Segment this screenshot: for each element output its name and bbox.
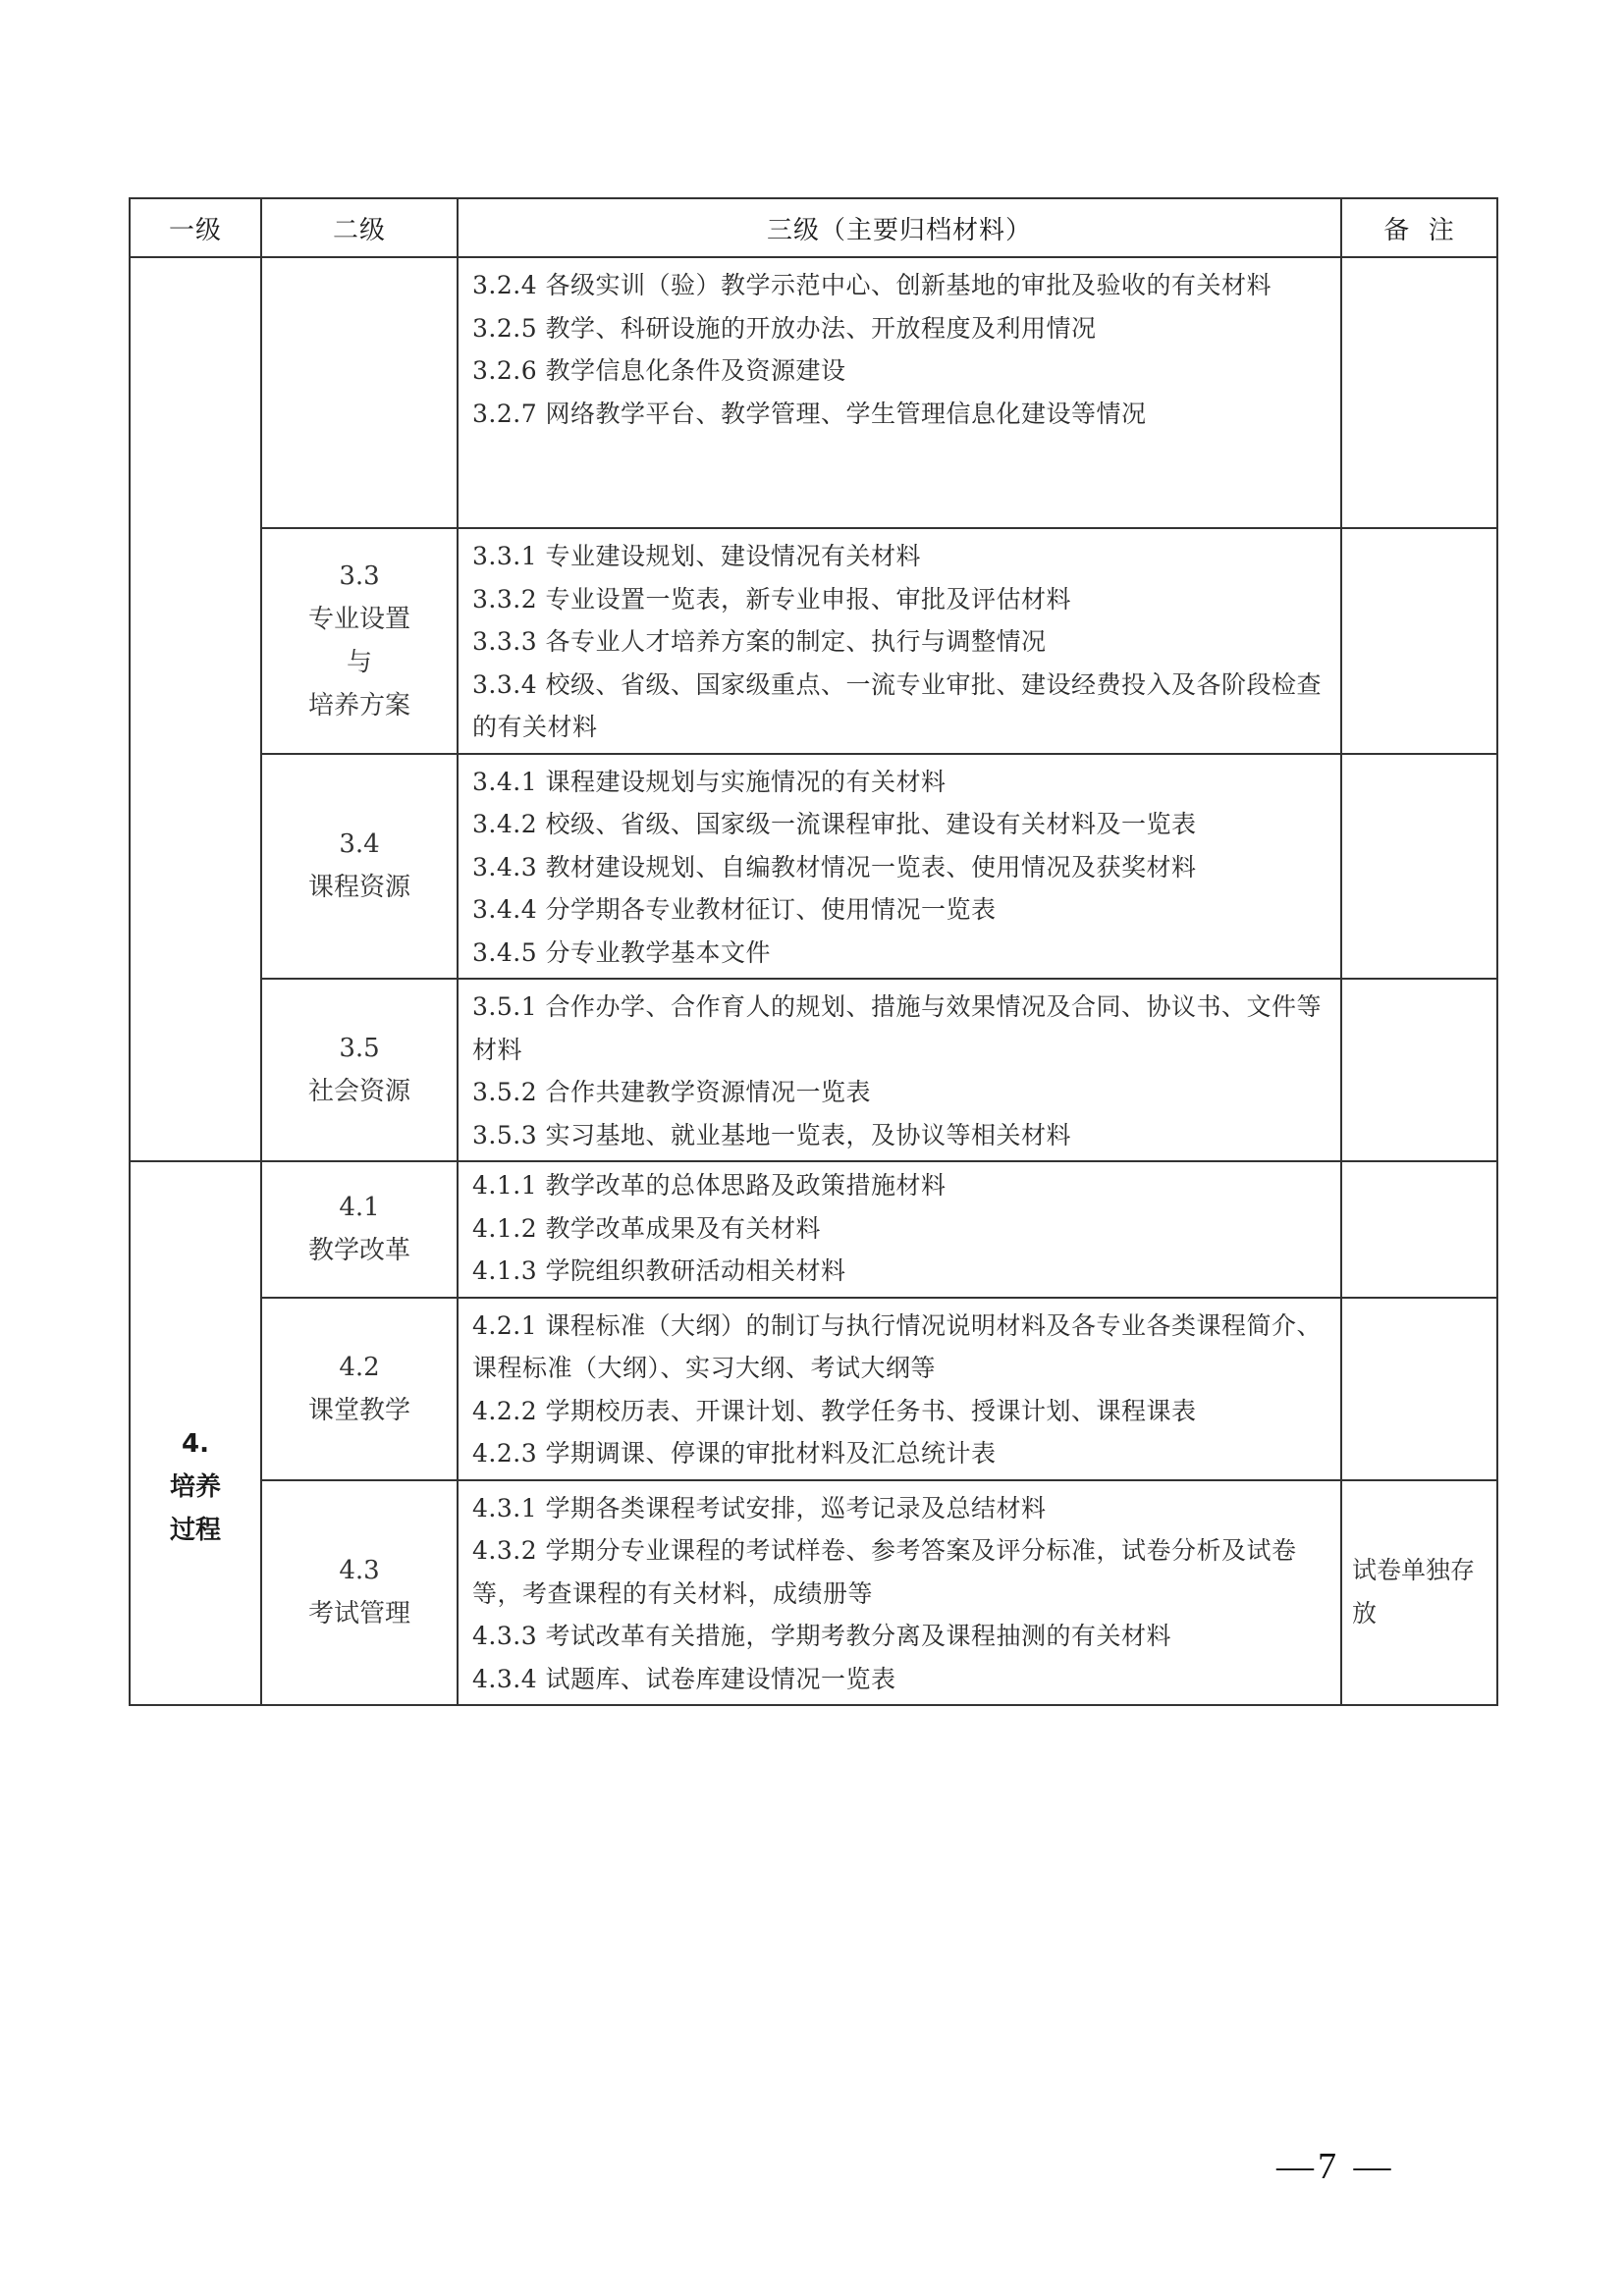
list-item: 3.4.5 分专业教学基本文件 [472, 937, 772, 967]
level2-number: 4.1 [339, 1193, 380, 1223]
note-cell [1341, 754, 1497, 980]
table-row [130, 1298, 1497, 1480]
level3-cell-3-2 [458, 257, 1341, 528]
list-item: 4.2.3 学期调课、停课的审批材料及汇总统计表 [472, 1439, 997, 1468]
level3-cell-3-4 [458, 754, 1341, 980]
list-item: 3.4.3 教材建设规划、自编教材情况一览表、使用情况及获奖材料 [472, 852, 1197, 881]
level2-title: 与 [346, 647, 372, 677]
note-cell-exam-papers: 试卷单独存放 [1341, 1480, 1497, 1706]
header-notes: 备 注 [1341, 198, 1497, 257]
level2-cell-4-2 [261, 1298, 458, 1480]
note-cell [1341, 528, 1497, 754]
level2-title: 课程资源 [307, 873, 410, 903]
page-number: —7 — [1276, 2146, 1395, 2187]
level2-title: 课堂教学 [307, 1395, 410, 1425]
list-item: 3.4.2 校级、省级、国家级一流课程审批、建设有关材料及一览表 [472, 810, 1197, 838]
level2-number: 3.5 [339, 1034, 380, 1063]
level2-cell-3-5 [261, 979, 458, 1161]
list-item: 3.3.3 各专业人才培养方案的制定、执行与调整情况 [472, 627, 1047, 656]
level1-title: 过程 [169, 1516, 221, 1545]
header-level1: 一级 [130, 198, 261, 257]
table-row [130, 754, 1497, 980]
level1-title: 培养 [169, 1472, 221, 1502]
level3-cell-4-3 [458, 1480, 1341, 1706]
list-item: 4.2.1 课程标准（大纲）的制订与执行情况说明材料及各专业各类课程简介、课程标准（大纲）、实习大纲、考试大纲等 [472, 1310, 1323, 1382]
table-row [130, 1161, 1497, 1298]
list-item: 3.5.1 合作办学、合作育人的规划、措施与效果情况及合同、协议书、文件等材料 [472, 992, 1323, 1064]
list-item: 3.4.1 课程建设规划与实施情况的有关材料 [472, 767, 947, 796]
list-item: 3.3.2 专业设置一览表，新专业申报、审批及评估材料 [472, 584, 1072, 614]
note-cell [1341, 1298, 1497, 1480]
level2-cell-3-2-cont [261, 257, 458, 528]
level2-cell-4-1 [261, 1161, 458, 1298]
level1-number: 4. [182, 1429, 209, 1459]
note-cell [1341, 979, 1497, 1161]
list-item: 3.2.5 教学、科研设施的开放办法、开放程度及利用情况 [472, 313, 1097, 343]
table-header-row [130, 198, 1497, 257]
level2-number: 4.2 [339, 1352, 380, 1382]
header-level2: 二级 [261, 198, 458, 257]
level2-number: 4.3 [339, 1556, 380, 1586]
list-item: 3.4.4 分学期各专业教材征订、使用情况一览表 [472, 895, 997, 924]
level2-cell-3-3 [261, 528, 458, 754]
list-item: 3.3.1 专业建设规划、建设情况有关材料 [472, 542, 922, 570]
list-item: 3.5.3 实习基地、就业基地一览表，及协议等相关材料 [472, 1120, 1072, 1149]
level2-title: 社会资源 [307, 1077, 410, 1106]
level2-title: 培养方案 [307, 690, 410, 721]
level3-cell-3-5 [458, 979, 1341, 1161]
header-level3: 三级（主要归档材料） [458, 198, 1341, 257]
note-cell [1341, 257, 1497, 528]
table-row [130, 1480, 1497, 1706]
level1-cell-section4 [130, 1161, 261, 1705]
level2-number: 3.3 [339, 561, 380, 591]
archive-materials-table [129, 197, 1498, 1706]
list-item: 4.3.2 学期分专业课程的考试样卷、参考答案及评分标准，试卷分析及试卷等，考查课程的有关材料，成绩册等 [472, 1536, 1297, 1608]
level2-cell-3-4 [261, 754, 458, 980]
level2-title: 教学改革 [307, 1236, 410, 1266]
list-item: 3.5.2 合作共建教学资源情况一览表 [472, 1078, 872, 1106]
level2-number: 3.4 [339, 829, 380, 860]
list-item: 4.1.2 教学改革成果及有关材料 [472, 1213, 822, 1243]
level2-title: 考试管理 [307, 1599, 410, 1629]
list-item: 4.3.4 试题库、试卷库建设情况一览表 [472, 1664, 896, 1693]
level1-cell-section3 [130, 257, 261, 1161]
list-item: 3.2.7 网络教学平台、教学管理、学生管理信息化建设等情况 [472, 399, 1147, 428]
level3-cell-3-3 [458, 528, 1341, 754]
list-item: 3.3.4 校级、省级、国家级重点、一流专业审批、建设经费投入及各阶段检查的有关材料 [472, 669, 1323, 741]
list-item: 4.2.2 学期校历表、开课计划、教学任务书、授课计划、课程课表 [472, 1396, 1197, 1425]
level3-cell-4-2 [458, 1298, 1341, 1480]
note-cell [1341, 1161, 1497, 1298]
level2-title: 专业设置 [307, 604, 410, 634]
level3-cell-4-1 [458, 1161, 1341, 1298]
table-row [130, 979, 1497, 1161]
list-item: 4.3.3 考试改革有关措施，学期考教分离及课程抽测的有关材料 [472, 1622, 1172, 1650]
list-item: 4.1.3 学院组织教研活动相关材料 [472, 1256, 846, 1285]
list-item: 3.2.6 教学信息化条件及资源建设 [472, 356, 846, 385]
list-item: 4.1.1 教学改革的总体思路及政策措施材料 [472, 1171, 947, 1200]
table-row [130, 528, 1497, 754]
list-item: 3.2.4 各级实训（验）教学示范中心、创新基地的审批及验收的有关材料 [472, 271, 1272, 299]
list-item: 4.3.1 学期各类课程考试安排，巡考记录及总结材料 [472, 1493, 1047, 1522]
table-row [130, 257, 1497, 528]
level2-cell-4-3 [261, 1480, 458, 1706]
